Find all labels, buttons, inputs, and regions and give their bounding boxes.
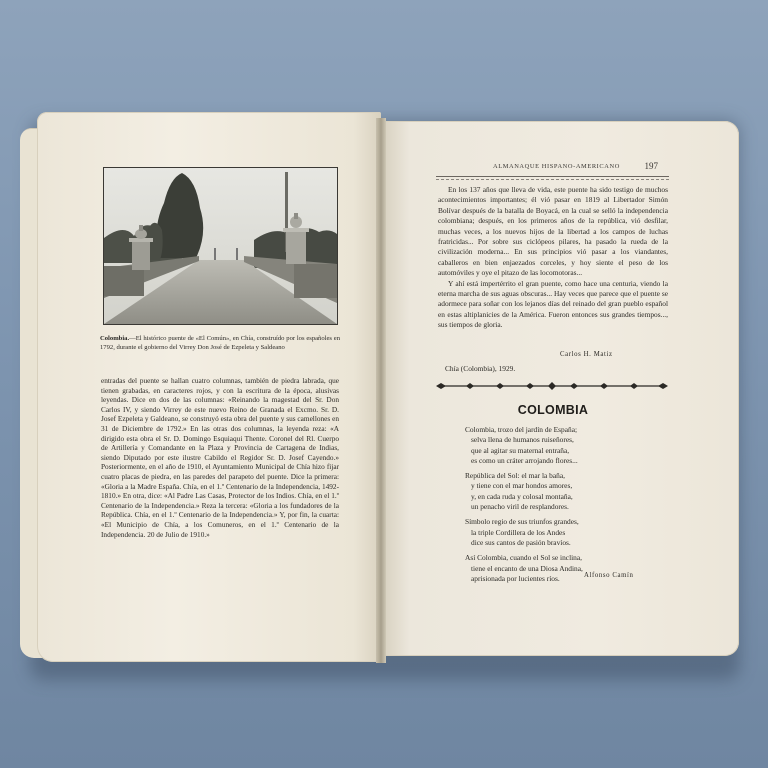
poem-line: República del Sol: el mar la baña, (465, 471, 565, 481)
author-signature: Carlos H. Matiz (560, 351, 613, 358)
poem-line: un penacho viril de resplandores. (471, 502, 569, 512)
poem-stanza (465, 517, 665, 548)
poem-title: COLOMBIA (517, 403, 589, 417)
poem-line: dice sus cantos de pasión bravíos. (471, 537, 571, 547)
poem (465, 425, 665, 589)
bridge-photo (103, 167, 338, 325)
poem-line: que al agitar su maternal entraña, (471, 445, 570, 455)
right-paragraph: Y ahí está impertérrito el gran puente, como hace una centuria, viendo la eterna marcha de sus aguas obscuras... Hay veces que parece que el puente se adormece para soñar con los lejanos días del reinado del gran pueblo español en estas altiplanicies de la América. Fueron entonces sus grandes tiempos..., sus tiempos de gloria. (438, 278, 668, 330)
poem-stanza (465, 471, 665, 512)
poem-stanza (465, 553, 665, 584)
poem-line: es como un cráter arrojando flores... (471, 455, 578, 465)
caption-text: —El histórico puente de «El Común», en Chía, construído por los españoles en 1792, durante el gobierno del Virrey Don José de Ezpeleta y Saldeano (100, 335, 340, 351)
right-body-text (438, 185, 668, 331)
page-number: 197 (644, 161, 658, 171)
poem-line: Así Colombia, cuando el Sol se inclina, (465, 553, 583, 563)
poem-line: Símbolo regio de sus triunfos grandes, (465, 517, 579, 527)
poem-line: tiene el encanto de una Diosa Andina, (471, 563, 583, 573)
poem-line: selva llena de humanos ruiseñores, (471, 435, 574, 445)
poem-line: la triple Cordillera de los Andes (471, 527, 566, 537)
header-title: ALMANAQUE HISPANO-AMERICANO (493, 163, 620, 170)
poem-line: Colombia, trozo del jardín de España; (465, 425, 578, 434)
caption-bold: Colombia. (100, 335, 130, 342)
poem-stanza (465, 425, 665, 466)
ornament-divider (436, 381, 668, 391)
left-body-text (101, 376, 339, 539)
right-paragraph: En los 137 años que lleva de vida, este puente ha sido testigo de muchos acontecimientos importantes; él vió pasar en 1819 al Libertador Simón Bolívar después de la batalla de Boyacá, en la cual se selló la independencia colombiana; después, en los primeros años de la república, vió desfilar, muchas veces, a los nuevos hijos de la libertad a los campos de luchas fratricidas... Por sobre sus ciclópeos pilares, ha pasado la rueda de la civilización moderna... En sus principios vió pasar a los viandantes, caballeros en bien enjaezados corceles, y hoy siente el peso de los automóviles y oye el pitazo de las locomotoras... (438, 185, 668, 278)
place-date: Chía (Colombia), 1929. (445, 364, 516, 373)
left-paragraph: entradas del puente se hallan cuatro columnas, también de piedra labrada, que tienen grabadas, en caracteres rojos, y con la escritura de la época, alusivas leyendas. Dice en dos de las columnas: «Reinando la magestad del Sr. Don Carlos IV, y siendo Virrey de este nuevo Reino de Granada el Excmo. Sr. D. Josef Ezpeleta y Galdeano, se construyó esta obra del puente y sus camellones en 31 de Diciembre de 1792.» En las otras dos columnas, la leyenda reza: «A dirigido esta obra el Sr. D. Domingo Esquiaqui Thente. Coronel del Rl. Cuerpo de Artillería y Comandante en la Plaza y Provincia de Cartagena de Indias, siendo Diputado por este ilustre Cabildo el Regidor Sr. D. Josef Cayendo.» Posteriormente, en el año de 1910, el Ayuntamiento Municipal de Chía hizo fijar cuatro placas de piedra, en las paredes del parapeto del puente. Dice la primera: «Gloria a la Madre España. Chía, en el 1.º Centenario de la Independencia, 1492-1810.» En otra, dice: «Al Padre Las Casas, Protector de los Indios. Chía, en el 1.º Centenario de la Independencia.» Reza la tercera: «Gloria a los fundadores de la República. Chía, en el 1.º Centenario de la Independencia.» Y, por fin, la cuarta: «El Municipio de Chía, a los Comuneros, en el 1.º Centenario de la Independencia. 20 de Julio de 1910.» (101, 376, 339, 539)
photo-caption (100, 334, 340, 352)
poem-line: aprisionada por lucientes ríos. (471, 573, 560, 583)
poem-line: y tiene con el mar hondos amores, (471, 481, 573, 491)
book-gutter (376, 118, 386, 663)
header-rule (436, 176, 669, 180)
poem-line: y, en cada ruda y colosal montaña, (471, 491, 573, 501)
running-header (438, 161, 668, 175)
poet-signature: Alfonso Camín (584, 572, 634, 579)
